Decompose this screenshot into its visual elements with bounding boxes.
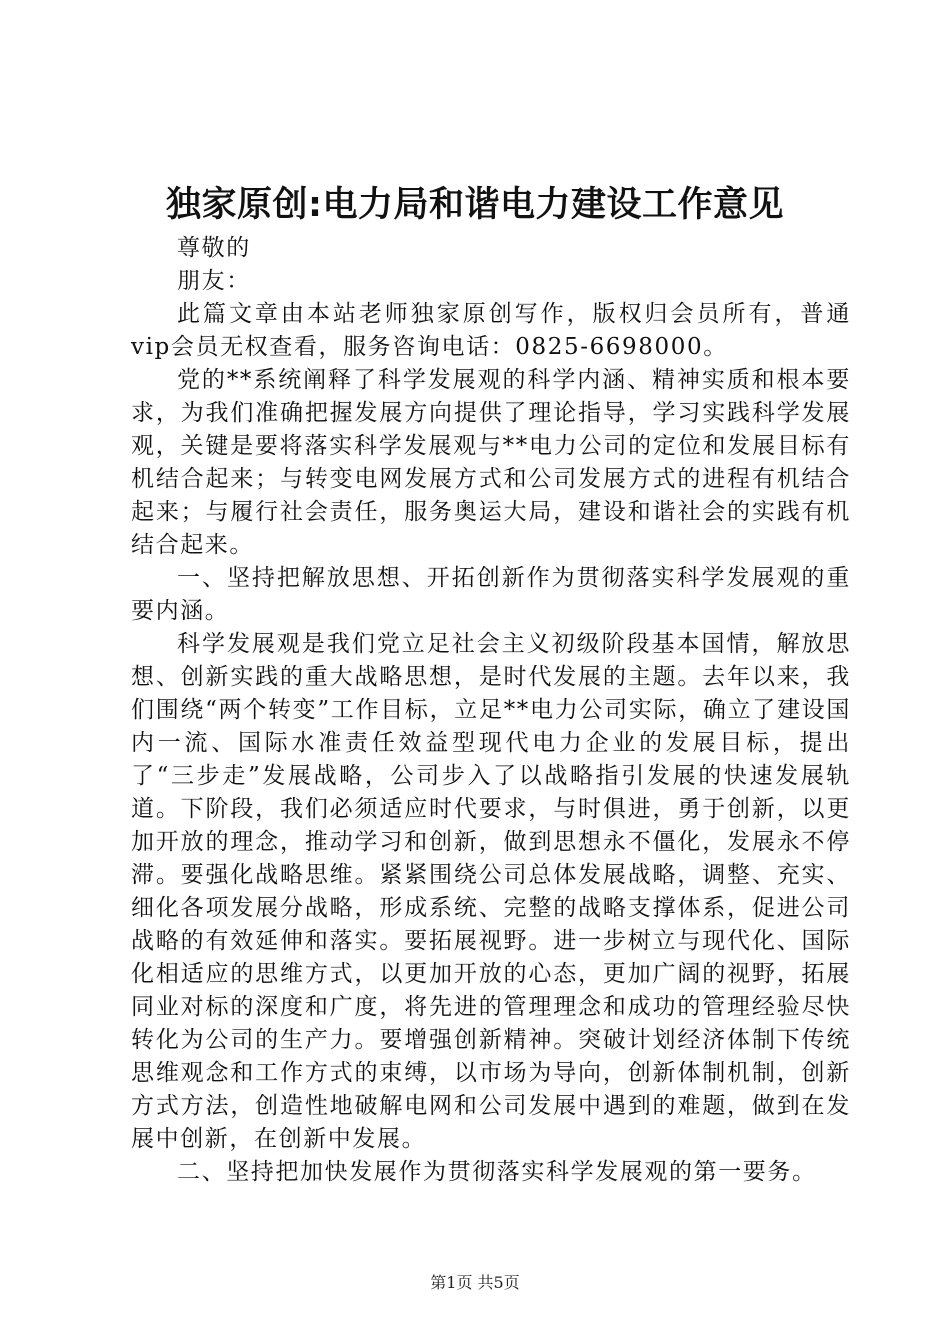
document-body [131,232,851,1189]
section-heading-1: 一、坚持把解放思想、开拓创新作为贯彻落实科学发展观的重要内涵。 [131,565,851,624]
copyright-notice-paragraph: 此篇文章由本站老师独家原创写作，版权归会员所有，普通vip会员无权查看，服务咨询电话：0825-6698000。 [131,301,851,360]
salutation-line-2: 朋友： [177,268,251,294]
page-number-footer: 第1页 共5页 [430,1273,520,1292]
intro-paragraph: 党的**系统阐释了科学发展观的科学内涵、精神实质和根本要求，为我们准确把握发展方向提供了理论指导，学习实践科学发展观，关键是要将落实科学发展观与**电力公司的定位和发展目标有机结合起来；与转变电网发展方式和公司发展方式的进程有机结合起来；与履行社会责任，服务奥运大局，建设和谐社会的实践有机结合起来。 [131,367,851,558]
salutation-line-1: 尊敬的 [177,235,251,261]
section-1-paragraph: 科学发展观是我们党立足社会主义初级阶段基本国情，解放思想、创新实践的重大战略思想，是时代发展的主题。去年以来，我们围绕“两个转变”工作目标，立足**电力公司实际，确立了建设国内一流、国际水准责任效益型现代电力企业的发展目标，提出了“三步走”发展战略，公司步入了以战略指引发展的快速发展轨道。下阶段，我们必须适应时代要求，与时俱进，勇于创新，以更加开放的理念，推动学习和创新，做到思想永不僵化，发展永不停滞。要强化战略思维。紧紧围绕公司总体发展战略，调整、充实、细化各项发展分战略，形成系统、完整的战略支撑体系，促进公司战略的有效延伸和落实。要拓展视野。进一步树立与现代化、国际化相适应的思维方式，以更加开放的心态，更加广阔的视野，拓展同业对标的深度和广度，将先进的管理理念和成功的管理经验尽快转化为公司的生产力。要增强创新精神。突破计划经济体制下传统思维观念和工作方式的束缚，以市场为导向，创新体制机制，创新方式方法，创造性地破解电网和公司发展中遇到的难题，做到在发展中创新，在创新中发展。 [131,631,851,1152]
section-heading-2: 二、坚持把加快发展作为贯彻落实科学发展观的第一要务。 [177,1159,817,1185]
document-title: 独家原创:电力局和谐电力建设工作意见 [166,185,784,225]
